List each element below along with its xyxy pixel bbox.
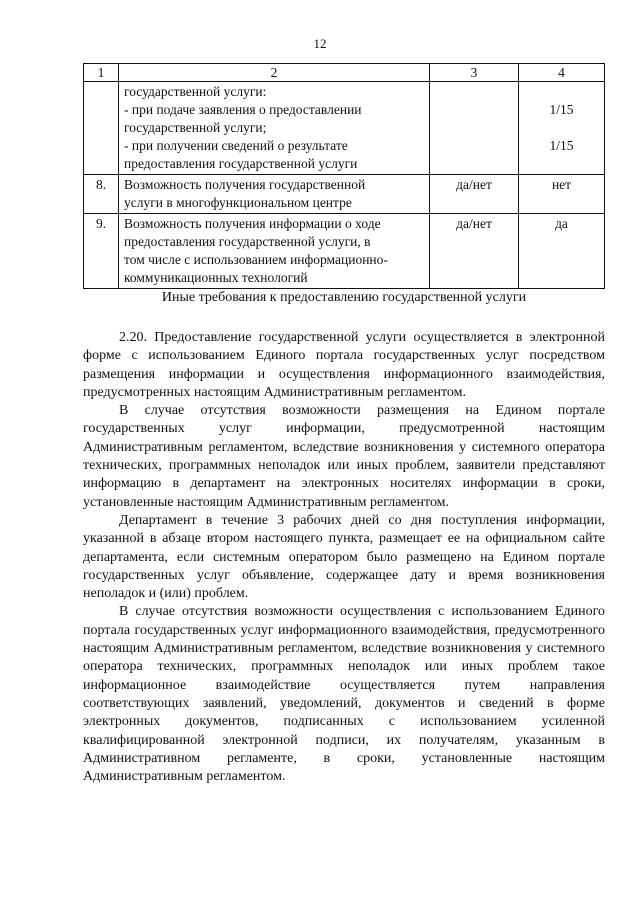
header-col-4: 4: [519, 64, 605, 82]
paragraph: 2.20. Предоставление государственной услуги осуществляется в электронной форме с использованием Единого портала государственных услуг посредством размещения информации и осуществления информационного взаимодействия, предусмотренных настоящим Административным регламентом.: [83, 330, 605, 400]
row-col4-value: [519, 82, 605, 175]
row-number: 9.: [84, 214, 119, 289]
header-col-3: 3: [430, 64, 519, 82]
requirements-table: [83, 63, 605, 289]
table-row: [84, 175, 605, 214]
value-1-15: 1/15: [549, 138, 574, 153]
table-row: [84, 214, 605, 289]
row-number: 8.: [84, 175, 119, 214]
row-description: [119, 175, 430, 214]
row-col4-value: да: [519, 214, 605, 289]
row-text-line: государственной услуги;: [124, 120, 267, 135]
row-text-line: Возможность получения информации о ходе: [124, 216, 381, 231]
row-text-line: услуги в многофункциональном центре: [124, 195, 352, 210]
row-text-line: Возможность получения государственной: [124, 177, 366, 192]
row-description: [119, 214, 430, 289]
paragraph: В случае отсутствия возможности осуществления с использованием Единого портала государственных услуг информационного взаимодействия, предусмотренного настоящим Административным регламентом, вследствие возникновения у системного оператора технических, программных неполадок или иных проблем такое информационное взаимодействие осуществляется путем направления соответствующих заявлений, уведомлений, документов и сведений в форме электронных документов, подписанных с использованием усиленной квалифицированной электронной подписи, их получателям, указанным в Административном регламенте, в сроки, установленные настоящим Административным регламентом.: [83, 604, 605, 785]
row-text-line: том числе с использованием информационно-: [124, 252, 388, 267]
row-col3-value: да/нет: [430, 214, 519, 289]
page-number: 12: [313, 36, 327, 51]
body-text: [83, 329, 605, 786]
header-col-2: 2: [119, 64, 430, 82]
row-text-line: - при подаче заявления о предоставлении: [124, 102, 362, 117]
row-col4-value: нет: [519, 175, 605, 214]
row-number: [84, 82, 119, 175]
table-row: [84, 82, 605, 175]
row-text-line: - при получении сведений о результате: [124, 138, 348, 153]
row-text-line: предоставления государственной услуги, в: [124, 234, 371, 249]
row-col3-value: [430, 82, 519, 175]
table-header-row: [84, 64, 605, 82]
value-1-15: 1/15: [549, 102, 574, 117]
paragraph: Департамент в течение 3 рабочих дней со дня поступления информации, указанной в абзаце втором настоящего пункта, размещает ее на официальном сайте департамента, если системным оператором было размещено на Едином портале государственных услуг объявление, содержащее дату и время возникновения неполадок и (или) проблем.: [83, 512, 605, 602]
row-text-line: предоставления государственной услуги: [124, 156, 358, 171]
row-col3-value: да/нет: [430, 175, 519, 214]
row-text-line: государственной услуги:: [124, 84, 267, 99]
row-text-line: коммуникационных технологий: [124, 270, 308, 285]
paragraph: В случае отсутствия возможности размещения на Едином портале государственных услуг информации, предусмотренной настоящим Административным регламентом, вследствие возникновения у системного оператора технических, программных неполадок или иных проблем, заявители представляют информацию в департамент на электронных носителях информации в сроки, установленные настоящим Административным регламентом.: [83, 403, 605, 510]
header-col-1: 1: [84, 64, 119, 82]
section-title: Иные требования к предоставлению государственной услуги: [161, 290, 527, 305]
row-description: [119, 82, 430, 175]
